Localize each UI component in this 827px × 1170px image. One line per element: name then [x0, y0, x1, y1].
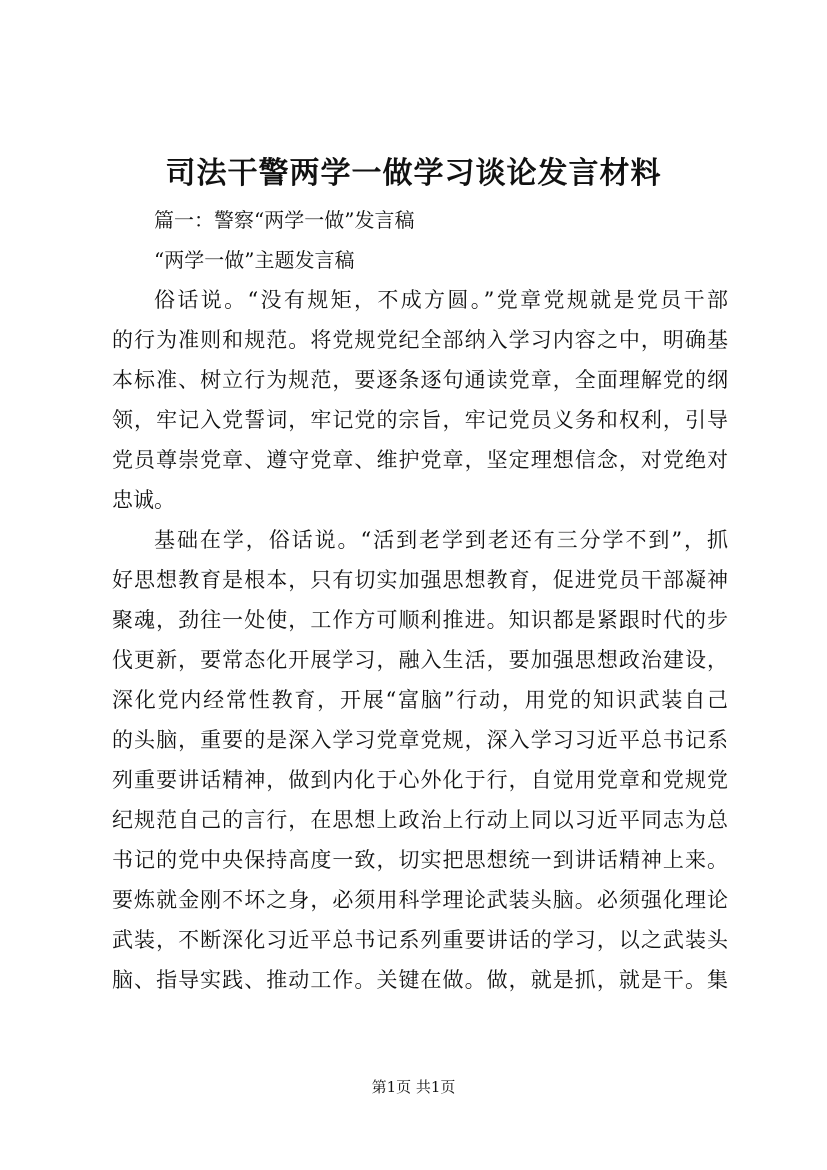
body-line: 本标准、树立行为规范，要逐条逐句通读党章，全面理解党的纲 — [112, 368, 728, 392]
document-body — [112, 200, 728, 1000]
body-line: 的头脑，重要的是深入学习党章党规，深入学习习近平总书记系 — [112, 728, 728, 752]
body-line: 领，牢记入党誓词，牢记党的宗旨，牢记党员义务和权利，引导 — [112, 408, 728, 432]
body-line: 书记的党中央保持高度一致，切实把思想统一到讲话精神上来。 — [112, 848, 728, 872]
body-line: 深化党内经常性教育，开展“富脑”行动，用党的知识武装自己 — [112, 688, 728, 712]
body-line: 聚魂，劲往一处使，工作方可顺利推进。知识都是紧跟时代的步 — [112, 608, 728, 632]
body-line: 俗话说。“没有规矩，不成方圆。”党章党规就是党员干部 — [154, 288, 728, 312]
body-line: 伐更新，要常态化开展学习，融入生活，要加强思想政治建设， — [112, 648, 728, 672]
body-line: 脑、指导实践、推动工作。关键在做。做，就是抓，就是干。集 — [112, 968, 728, 992]
page-footer: 第1页 共1页 — [371, 1078, 456, 1096]
body-line: 基础在学，俗话说。“活到老学到老还有三分学不到”，抓 — [154, 528, 728, 552]
body-line: 的行为准则和规范。将党规党纪全部纳入学习内容之中，明确基 — [112, 328, 728, 352]
section-heading: 篇一：警察“两学一做”发言稿 — [154, 208, 415, 232]
subheading: “两学一做”主题发言稿 — [154, 248, 355, 272]
body-line: 好思想教育是根本，只有切实加强思想教育，促进党员干部凝神 — [112, 568, 728, 592]
body-line: 忠诚。 — [112, 488, 175, 512]
document-title: 司法干警两学一做学习谈论发言材料 — [165, 156, 662, 191]
body-line: 纪规范自己的言行，在思想上政治上行动上同以习近平同志为总 — [112, 808, 728, 832]
body-line: 武装，不断深化习近平总书记系列重要讲话的学习，以之武装头 — [112, 928, 728, 952]
body-line: 要炼就金刚不坏之身，必须用科学理论武装头脑。必须强化理论 — [112, 888, 728, 912]
body-line: 列重要讲话精神，做到内化于心外化于行，自觉用党章和党规党 — [112, 768, 728, 792]
body-line: 党员尊崇党章、遵守党章、维护党章，坚定理想信念，对党绝对 — [112, 448, 728, 472]
